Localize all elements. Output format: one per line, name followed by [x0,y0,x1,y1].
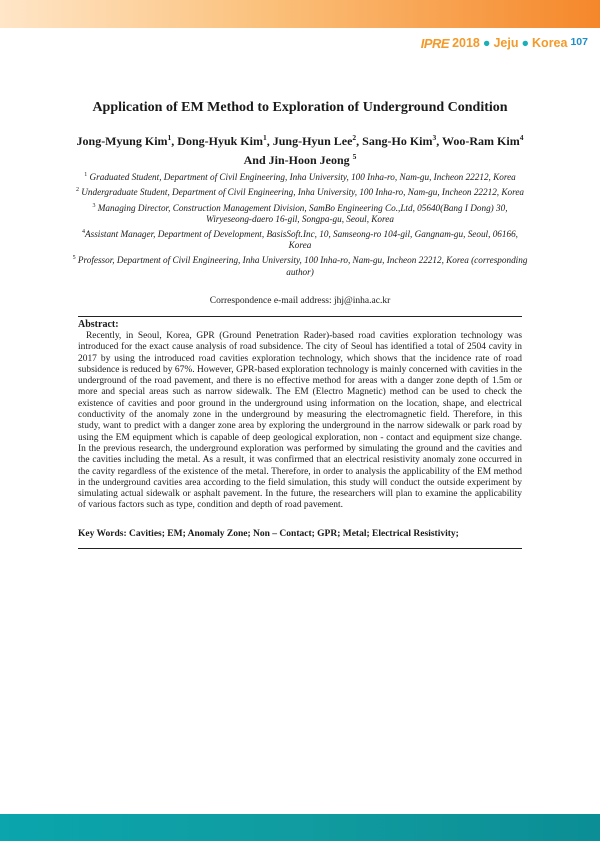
author-affil-sup: 5 [352,152,357,161]
author-affil-sup: 1 [262,133,267,142]
affiliation-item: $^2$ Undergraduate Student, Department of Civil Engineering, Inha University, 100 Inha-ro, Nam-gu, Incheon 22212, Korea [75,187,525,198]
keywords: Key Words: Cavities; EM; Anomaly Zone; Non – Contact; GPR; Metal; Electrical Resistivity; [78,529,459,539]
keywords-bottom-divider [78,548,522,549]
bullet-dot-icon: ● [521,36,530,50]
author-name: Jung-Hyun Lee [272,134,353,148]
conference-country: Korea [532,36,568,50]
bullet-dot-icon: ● [482,36,491,50]
author-name: Dong-Hyuk Kim [177,134,263,148]
author-name: Woo-Ram Kim [442,134,520,148]
affiliation-item: $^4$Assistant Manager, Department of Development, BasisSoft.Inc, 10, Samseong-ro 104-gil, Gangnam-gu, Seoul, 06166, Korea [82,229,518,251]
abstract-heading: Abstract: [78,319,119,330]
author-affil-sup: 3 [432,133,437,142]
author-name: Jong-Myung Kim [76,134,168,148]
conference-city: Jeju [493,36,519,50]
conference-year: 2018 [452,36,480,50]
author-affil-sup: 1 [167,133,172,142]
author-name: Sang-Ho Kim [362,134,433,148]
page-number: 107 [570,36,588,48]
author-affil-sup: 4 [519,133,524,142]
affiliations [70,170,530,280]
abstract-top-divider [78,316,522,317]
author-line-1: Jong-Myung Kim$^1$, Dong-Hyuk Kim$^1$, Jung-Hyun Lee$^2$, Sang-Ho Kim$^3$, Woo-Ram Kim$^4$ [76,133,524,148]
paper-title: Application of EM Method to Exploration of Underground Condition [92,100,508,115]
affiliation-item: $^3$ Managing Director, Construction Management Division, SamBo Engineering Co.,Ltd, 05640(Bang I Dong) 30, Wiryeseong-daero 16-gil, Songpa-gu, Seoul, Korea [92,202,508,224]
conference-mark: IPRE [420,35,450,51]
header-gradient-band [0,0,600,28]
abstract-body: Recently, in Seoul, Korea, GPR (Ground Penetration Rader)-based road cavities exploration technology was introduced for the exact cause analysis of road subsidence. The city of Seoul has identified a total of 2504 cavity in 2017 by using the introduced road cavities exploration technology, which shows that the incidence rate of road subsidence is reduced by 67%. However, GPR-based exploration technology is mainly concerned with cavities in the underground of the road pavement, and there is no effective method for areas with a danger zone depth of 1.5m or more and special areas such as narrow sidewalk. The EM (Electro Magnetic) method can be used to check the existence of cavities and poor ground in the underground using information on the location, shape, and electrical conductivity of the anomaly zone in the underground by measuring the electromagnetic field. Therefore, in this study, want to predict with a danger zone area by exploring the underground in the narrow sidewalk or park road by using the EM equipment which is capable of deep geological exploration, non - contact and equipment size change. In the previous research, the underground exploration was performed by simulating the ground and the cavities and the cavities including the metal. As a result, it was confirmed that an electrical resistivity anomaly zone occurred in the cavity regardless of the existence of the metal. Therefore, in order to analysis the applicability of the EM method in the underground cavities area according to the field simulation, this study will conduct the outside experiment by simulating actual sidewalk or asphalt pavement. In the future, the researchers will plan to examine the applicability of various factors such as type, condition and depth of road pavement. [78,331,522,511]
author-list [60,130,540,168]
footer-gradient-band [0,814,600,841]
author-affil-sup: 2 [352,133,357,142]
author-name: And Jin-Hoon Jeong [243,153,350,167]
author-line-2 [60,149,540,168]
affiliation-item: $^5$ Professor, Department of Civil Engineering, Inha University, 100 Inha-ro, Nam-gu, Incheon 22212, Korea (corresponding author) [72,255,528,277]
correspondence-email: Correspondence e-mail address: jhj@inha.ac.kr [209,296,391,306]
affiliation-item: $^1$ Graduated Student, Department of Civil Engineering, Inha University, 100 Inha-ro, Nam-gu, Incheon 22212, Korea [84,172,516,183]
conference-logo [421,34,588,52]
